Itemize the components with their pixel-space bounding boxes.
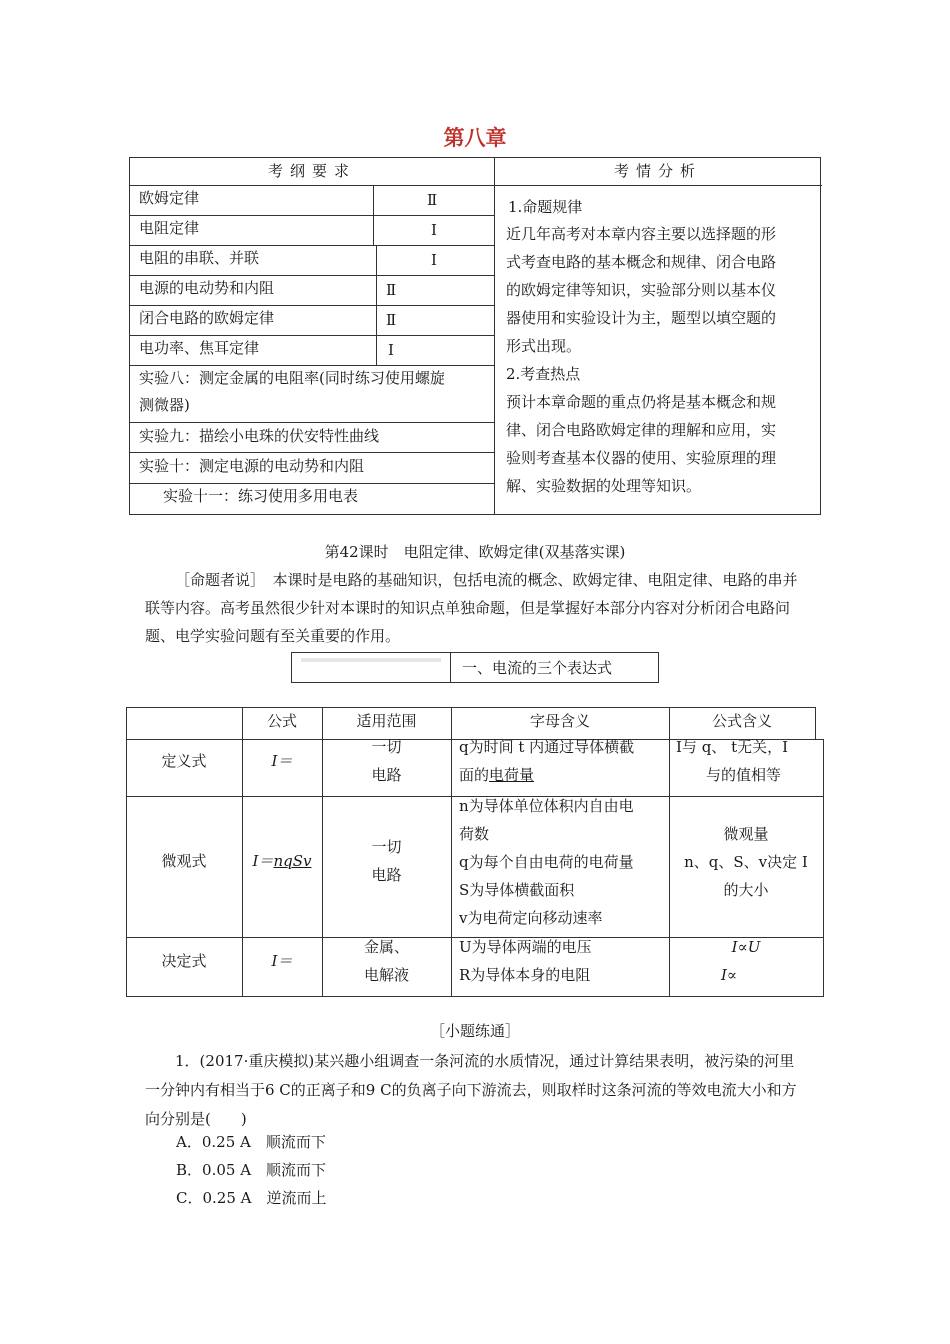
scope-cell: 电路 xyxy=(371,866,402,884)
divider xyxy=(130,215,494,216)
meaning-line: R为导体本身的电阻 xyxy=(459,966,591,984)
meaning-line: U为导体两端的电压 xyxy=(459,938,592,956)
significance-line: I∝U xyxy=(731,938,761,956)
meaning-line: v为电荷定向移动速率 xyxy=(459,909,603,927)
intro-paragraph: ［命题者说］ 本课时是电路的基础知识，包括电流的概念、欧姆定律、电阻定律、电路的串并联等内容。高考虽然很少针对本课时的知识点单独命题，但是掌握好本部分内容对分析闭合电路问题、电学实验问题有至关重要的作用。 xyxy=(145,571,798,645)
level-cell: Ⅰ xyxy=(388,341,394,359)
practice-header: ［小题练通］ xyxy=(429,1022,520,1040)
divider xyxy=(130,275,494,276)
scope-cell: 金属、 xyxy=(363,938,409,956)
topic-cell: 电功率、焦耳定律 xyxy=(139,339,260,357)
level-cell: Ⅱ xyxy=(386,311,397,329)
topic-cell: 实验九：描绘小电珠的伏安特性曲线 xyxy=(139,427,380,445)
divider xyxy=(373,185,374,245)
meaning-line: n为导体单位体积内自由电 xyxy=(459,797,634,815)
meaning-line: 荷数 xyxy=(459,825,490,843)
formula-table xyxy=(126,707,824,997)
divider xyxy=(130,245,494,246)
question-text: 1．(2017·重庆模拟)某兴趣小组调查一条河流的水质情况，通过计算结果表明，被污染的河里一分钟内有相当于6 C的正离子和9 C的负离子向下游流去，则取样时这条河流的等效电流大小和方向分别是( ) xyxy=(145,1052,797,1128)
divider xyxy=(815,707,816,739)
meaning-line xyxy=(459,761,534,789)
option-c: C．0.25 A 逆流而上 xyxy=(176,1189,327,1207)
significance-line: I与 q、 t无关，I xyxy=(676,738,789,756)
text-line: 式考查电路的基本概念和规律、闭合电路 xyxy=(506,253,777,271)
divider xyxy=(376,245,377,275)
formula-cell: I＝ xyxy=(271,752,293,770)
scope-cell: 电路 xyxy=(371,766,402,784)
header-analysis: 考情分析 xyxy=(613,162,702,180)
header-requirements: 考纲要求 xyxy=(267,162,356,180)
topic-cell: 欧姆定律 xyxy=(139,189,200,207)
text-line: 器使用和实验设计为主，题型以填空题的 xyxy=(506,309,777,327)
divider xyxy=(130,452,494,453)
text-fragment: 面的 xyxy=(459,766,490,784)
divider xyxy=(130,422,494,423)
topic-cell: 电阻的串联、并联 xyxy=(139,249,260,267)
underlined-term: 电荷量 xyxy=(489,766,535,784)
section-heading-box xyxy=(291,652,659,683)
row-label: 微观式 xyxy=(161,852,207,870)
scope-cell: 电解液 xyxy=(363,966,409,984)
topic-cell: 实验八：测定金属的电阻率(同时练习使用螺旋 xyxy=(139,369,445,387)
section-label: 一、电流的三个表达式 xyxy=(462,659,613,677)
text-line: 形式出现。 xyxy=(506,337,582,355)
text-line: 解、实验数据的处理等知识。 xyxy=(506,477,702,495)
meaning-line: S为导体横截面积 xyxy=(459,881,575,899)
scope-cell: 一切 xyxy=(371,838,402,856)
meaning-line: q为时间 t 内通过导体横截 xyxy=(459,738,635,756)
significance-line: 的大小 xyxy=(723,881,769,899)
divider xyxy=(823,739,824,997)
column-header: 适用范围 xyxy=(356,712,417,730)
placeholder-bar xyxy=(301,658,441,662)
significance-line: 微观量 xyxy=(723,825,769,843)
topic-cell: 测微器) xyxy=(139,396,190,414)
topic-cell: 电阻定律 xyxy=(139,219,200,237)
topic-cell: 实验十一：练习使用多用电表 xyxy=(163,487,359,505)
text-line: 的欧姆定律等知识，实验部分则以基本仪 xyxy=(506,281,777,299)
topic-cell: 电源的电动势和内阻 xyxy=(139,279,275,297)
analysis-heading: 2.考查热点 xyxy=(506,365,581,383)
analysis-paragraph xyxy=(506,220,814,500)
divider xyxy=(130,483,494,484)
divider xyxy=(451,707,452,997)
topic-cell: 实验十：测定电源的电动势和内阻 xyxy=(139,457,365,475)
lesson-title: 第42课时 电阻定律、欧姆定律(双基落实课) xyxy=(324,543,626,561)
formula-cell xyxy=(242,847,322,875)
chapter-title: 第八章 xyxy=(443,126,507,150)
level-cell: Ⅱ xyxy=(386,281,397,299)
level-cell: Ⅱ xyxy=(427,191,438,209)
row-label: 定义式 xyxy=(161,752,207,770)
syllabus-table xyxy=(129,157,821,515)
significance-line: 与的值相等 xyxy=(706,766,782,784)
text-line: 验则考查基本仪器的使用、实验原理的理 xyxy=(506,449,777,467)
analysis-heading: 1.命题规律 xyxy=(508,198,583,216)
option-b: B．0.05 A 顺流而下 xyxy=(176,1161,327,1179)
text-line: 预计本章命题的重点仍将是基本概念和规 xyxy=(506,393,777,411)
formula-underlined: nqSv xyxy=(273,852,312,870)
divider xyxy=(376,275,377,365)
divider xyxy=(130,185,822,186)
option-a: A．0.25 A 顺流而下 xyxy=(176,1133,326,1151)
text-line: 近几年高考对本章内容主要以选择题的形 xyxy=(506,225,777,243)
level-cell: Ⅰ xyxy=(431,221,437,239)
divider xyxy=(130,305,494,306)
divider xyxy=(494,158,495,514)
column-header: 公式 xyxy=(266,712,297,730)
scope-cell: 一切 xyxy=(371,738,402,756)
column-header: 字母含义 xyxy=(529,712,590,730)
row-label: 决定式 xyxy=(161,952,207,970)
significance-line: n、q、S、v决定 I xyxy=(684,853,808,871)
divider xyxy=(130,335,494,336)
column-header: 公式含义 xyxy=(711,712,772,730)
formula-text: I＝ xyxy=(252,852,274,870)
divider xyxy=(130,365,494,366)
divider xyxy=(126,996,824,997)
divider xyxy=(450,653,451,682)
significance-line: I∝ xyxy=(720,966,738,984)
text-line: 律、闭合电路欧姆定律的理解和应用，实 xyxy=(506,421,777,439)
topic-cell: 闭合电路的欧姆定律 xyxy=(139,309,275,327)
level-cell: Ⅰ xyxy=(431,251,437,269)
meaning-line: q为每个自由电荷的电荷量 xyxy=(459,853,634,871)
formula-cell: I＝ xyxy=(271,952,293,970)
